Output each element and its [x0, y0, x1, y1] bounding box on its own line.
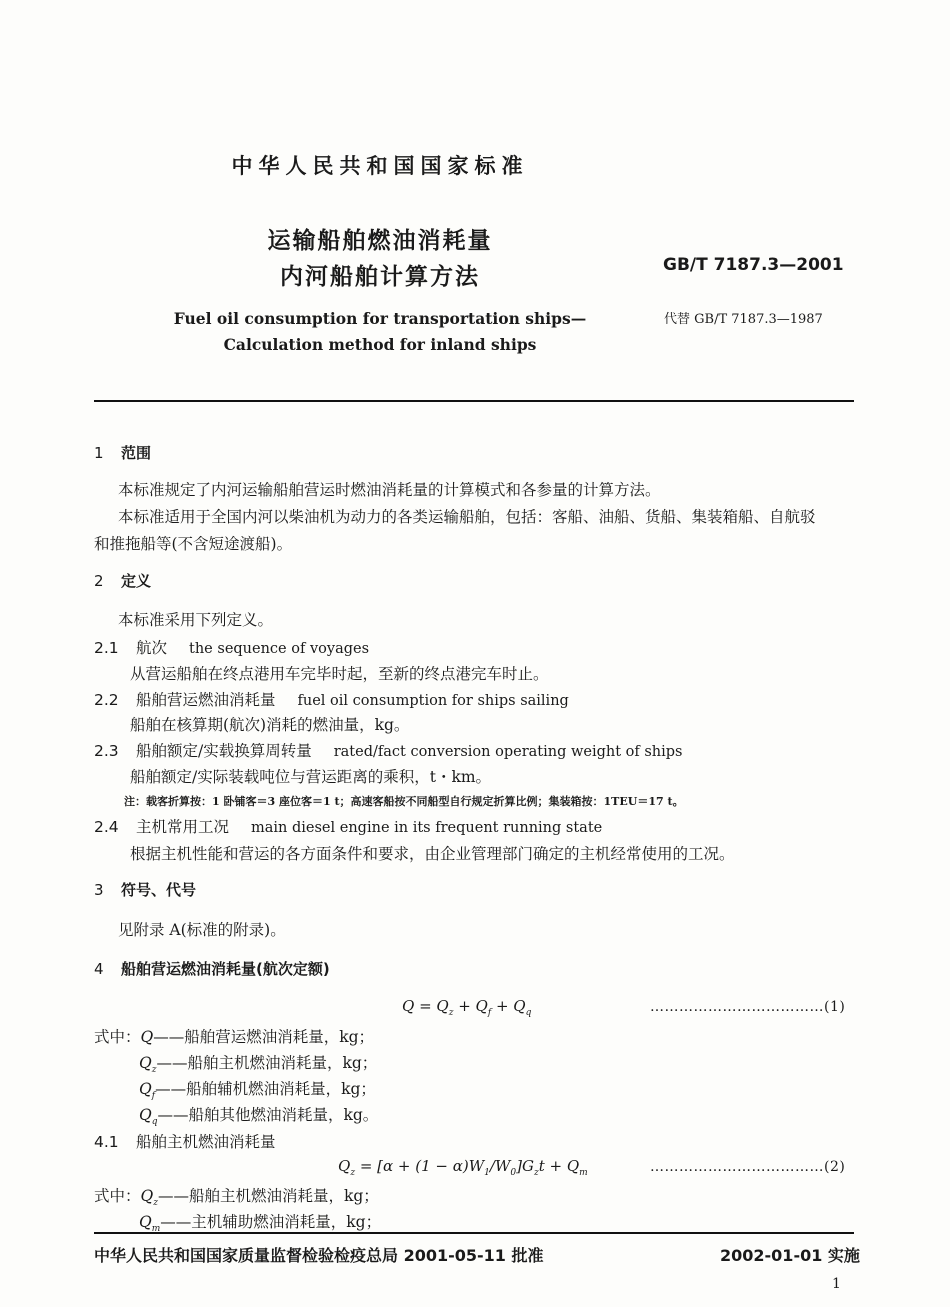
- equation-1: $Q = Q_z + Q_f + Q_q$: [402, 997, 532, 1018]
- where-qm: $Q_m——$主机辅助燃油消耗量，kg；: [139, 1213, 382, 1235]
- scope-paragraph-2b: 和推拖船等(不含短途渡船)。: [94, 535, 293, 553]
- scope-paragraph-1: 本标准规定了内河运输船舶营运时燃油消耗量的计算模式和各参量的计算方法。: [118, 481, 661, 499]
- definition-2-3-note: 注：载客折算按：1 卧铺客＝3 座位客＝1 t；高速客船按不同船型自行规定折算比例；集装箱按：1TEU＝17 t。: [124, 795, 684, 808]
- definition-2-1: 2.1 航次 the sequence of voyages: [94, 639, 370, 657]
- definition-2-3: 2.3 船舶额定/实载换算周转量 rated/fact conversion operating weight of ships: [94, 742, 683, 760]
- where-q: 式中：Q——船舶营运燃油消耗量，kg；: [94, 1028, 375, 1046]
- definitions-intro: 本标准采用下列定义。: [118, 611, 274, 629]
- definition-2-3-text: 船舶额定/实际装载吨位与营运距离的乘积，t・km。: [130, 768, 492, 786]
- title-line1: 运输船舶燃油消耗量: [267, 228, 493, 254]
- where-qf: $Q_f——$船舶辅机燃油消耗量，kg；: [139, 1080, 376, 1102]
- standard-type: 中华人民共和国国家标准: [231, 154, 529, 178]
- definition-2-2: 2.2 船舶营运燃油消耗量 fuel oil consumption for ships sailing: [94, 691, 569, 709]
- title-en-line2: Calculation method for inland ships: [223, 335, 537, 354]
- definition-2-4-text: 根据主机性能和营运的各方面条件和要求，由企业管理部门确定的主机经常使用的工况。: [130, 845, 735, 863]
- page-number: 1: [832, 1276, 841, 1292]
- equation-2-number: ………………………………(2): [650, 1159, 846, 1175]
- header-rule: [94, 400, 854, 402]
- scope-paragraph-2a: 本标准适用于全国内河以柴油机为动力的各类运输船舶，包括：客船、油船、货船、集装箱船、自航驳: [118, 508, 816, 526]
- equation-2: $Q_z = [\alpha + (1 - \alpha)W_1/W_0]G_zt + Q_m$: [338, 1157, 588, 1178]
- section-4-heading: 4 船舶营运燃油消耗量(航次定额): [94, 960, 330, 978]
- where-qq: $Q_q——$船舶其他燃油消耗量，kg。: [139, 1106, 379, 1128]
- subsection-4-1: 4.1 船舶主机燃油消耗量: [94, 1133, 276, 1151]
- effective-date: 2002-01-01 实施: [720, 1246, 860, 1265]
- replaces-standard: 代替 GB/T 7187.3—1987: [664, 312, 823, 327]
- definition-2-1-text: 从营运船舶在终点港用车完毕时起，至新的终点港完车时止。: [130, 665, 549, 683]
- section-3-heading: 3 符号、代号: [94, 881, 197, 899]
- title-line2: 内河船舶计算方法: [280, 264, 480, 290]
- footer-rule: [94, 1232, 854, 1234]
- issuer-approval: 中华人民共和国国家质量监督检验检疫总局 2001-05-11 批准: [94, 1246, 544, 1265]
- where-qz-2: 式中：$Q_z——$船舶主机燃油消耗量，kg；: [94, 1187, 379, 1209]
- symbols-text: 见附录 A(标准的附录)。: [118, 921, 286, 939]
- title-en-line1: Fuel oil consumption for transportation ships—: [173, 309, 587, 328]
- section-1-heading: 1 范围: [94, 444, 152, 462]
- definition-2-4: 2.4 主机常用工况 main diesel engine in its frequent running state: [94, 818, 603, 836]
- standard-number: GB/T 7187.3—2001: [663, 255, 844, 275]
- equation-1-number: ………………………………(1): [650, 999, 846, 1015]
- where-qz: $Q_z——$船舶主机燃油消耗量，kg；: [139, 1054, 378, 1076]
- section-2-heading: 2 定义: [94, 572, 152, 590]
- definition-2-2-text: 船舶在核算期(航次)消耗的燃油量，kg。: [130, 716, 410, 734]
